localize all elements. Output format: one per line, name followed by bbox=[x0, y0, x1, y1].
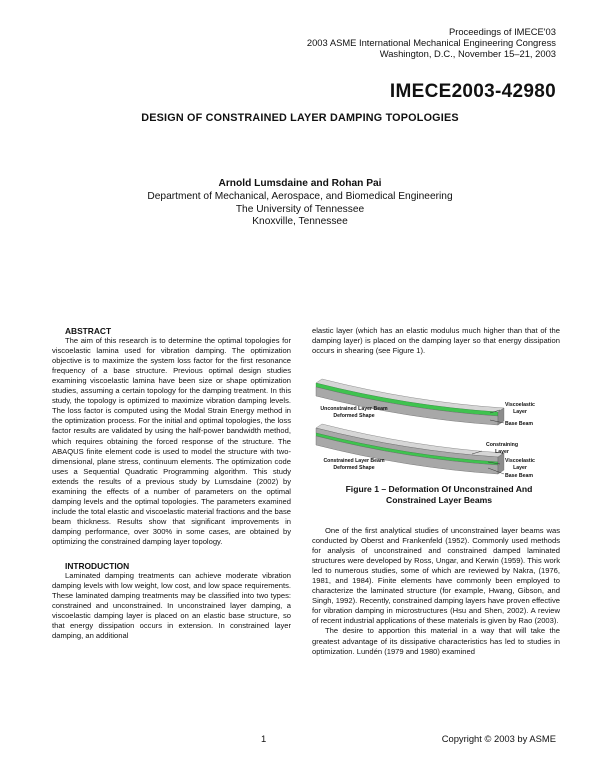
right-paragraph-2: The desire to apportion this material in a way that will take the greatest advantage of its dissipative characteristics has led to studies in optimization. Lundén (1979 and 1980) examined bbox=[312, 626, 560, 656]
affiliation-city: Knoxville, Tennessee bbox=[252, 216, 348, 227]
authors: Arnold Lumsdaine and Rohan Pai bbox=[218, 178, 382, 189]
caption-line-1: Figure 1 – Deformation Of Unconstrained And bbox=[345, 484, 533, 494]
left-column bbox=[52, 326, 291, 641]
introduction-text: Laminated damping treatments can achieve moderate vibration damping levels with low weight, low cost, and low space requirements. These laminated damping treatments may be classified into two types: constrained and unconstrained. In unconstrained layer damping, a viscoelastic damping layer is placed on an elastic base structure, so that energy dissipation occurs in extension. In constrained layer damping, an additional bbox=[52, 571, 291, 641]
label-base-beam-bottom: Base Beam bbox=[505, 473, 533, 479]
label-viscoelastic-top: Viscoelastic Layer bbox=[505, 402, 535, 415]
abstract-text: The aim of this research is to determine the optimal topologies for viscoelastic lamina used for vibration damping. The optimization objective is to maximize the system loss factor for the first resonance frequency of a base structure. Previous optimal design studies examining viscoelastic lamina have been size or shape optimization studies, assuming a certain topology for the damping treatment. In this study, the topology is optimized to maximize vibration damping levels. The loss factor is computed using the Modal Strain Energy method in the optimization process. For the initial and optimal topologies, the loss factor results are validated by using the half-power bandwidth method, which requires obtaining the forced response of the structure. The ABAQUS finite element code is used to model the structure with two-dimensional, plane stress, continuum elements. The optimization code uses a Sequential Quadratic Programming algorithm. This study extends the results of a previous study by Lumsdaine (2002) by examining the effects of a number of parameters on the optimal damping levels and the optimal topologies. The parameters examined include the total elastic and viscoelastic material fractions and the base beam thickness. Results show that significant improvements in damping performance, over 300% in some cases, are obtained by optimizing the constrained damping layer topology. bbox=[52, 336, 291, 546]
label-viscoelastic-bottom: Viscoelastic Layer bbox=[505, 458, 535, 471]
right-column-bottom bbox=[312, 526, 560, 657]
label-base-beam-top: Base Beam bbox=[505, 421, 533, 427]
right-column-top bbox=[312, 326, 560, 356]
figure-1-caption bbox=[312, 484, 566, 506]
copyright: Copyright © 2003 by ASME bbox=[441, 733, 556, 744]
paper-id: IMECE2003-42980 bbox=[389, 81, 556, 102]
paper-title: DESIGN OF CONSTRAINED LAYER DAMPING TOPOLOGIES bbox=[141, 112, 459, 124]
label-constrained-beam: Constrained Layer Beam Deformed Shape bbox=[323, 458, 385, 471]
label-constraining-layer: Constraining Layer bbox=[486, 442, 518, 455]
affiliation-department: Department of Mechanical, Aerospace, and Biomedical Engineering bbox=[147, 191, 453, 202]
abstract-heading: ABSTRACT bbox=[65, 326, 112, 336]
label-unconstrained-beam: Unconstrained Layer Beam Deformed Shape bbox=[320, 406, 388, 419]
page-number: 1 bbox=[261, 733, 267, 744]
location-line: Washington, D.C., November 15–21, 2003 bbox=[379, 48, 556, 59]
congress-line: 2003 ASME International Mechanical Engineering Congress bbox=[306, 37, 556, 48]
right-intro-continuation: elastic layer (which has an elastic modulus much higher than that of the damping layer) is placed on the damping layer so that energy dissipation occurs in shearing (see Figure 1). bbox=[312, 326, 560, 356]
introduction-heading: INTRODUCTION bbox=[65, 561, 130, 572]
affiliation-university: The University of Tennessee bbox=[235, 203, 365, 215]
caption-line-2: Constrained Layer Beams bbox=[385, 495, 493, 505]
proceedings-line: Proceedings of IMECE'03 bbox=[448, 26, 556, 37]
right-paragraph-1: One of the first analytical studies of unconstrained layer beams was conducted by Oberst and Frankenfeld (1952). Commonly used methods for analysis of unconstrained and constrained damped laminated structures were developed by Ross, Ungar, and Kerwin (1959). This work led to numerous studies, some of which are reviewed by Nakra, (1976, 1981, and 1984). Finite elements have commonly been employed to characterize the laminated structure (for example, Hwang, Gibson, and Singh, 1992). Recently, constrained damping layers have proven effective for vibration damping in microstructures (Hsu and Shen, 2002). A review of recent industrial applications of these materials is given by Rao (2003). bbox=[312, 526, 560, 626]
